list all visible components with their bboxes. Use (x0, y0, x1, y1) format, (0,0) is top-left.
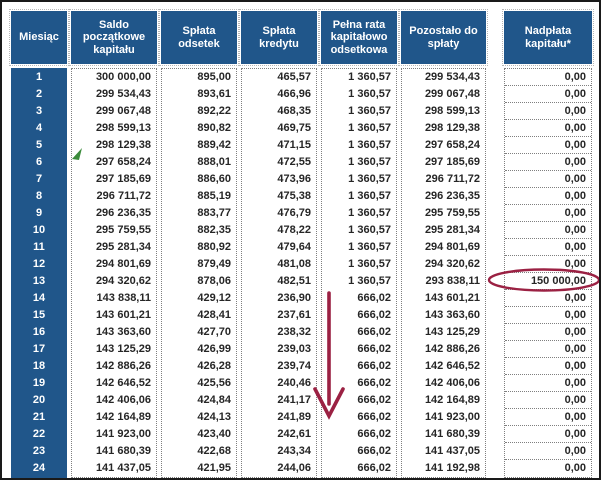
rata-cell[interactable]: 1 360,57 (348, 122, 391, 134)
pozostalo-cell[interactable]: 294 320,62 (424, 258, 480, 270)
row-number-cell[interactable]: 22 (32, 428, 46, 440)
kredyt-cell[interactable]: 472,55 (277, 156, 311, 168)
odsetki-cell[interactable]: 883,77 (197, 207, 231, 219)
row-number-cell[interactable]: 23 (32, 445, 46, 457)
saldo-cell[interactable]: 143 601,21 (95, 309, 151, 321)
pozostalo-cell[interactable]: 298 599,13 (424, 105, 480, 117)
odsetki-cell[interactable]: 885,19 (197, 190, 231, 202)
nadplata-cell[interactable]: 0,00 (505, 171, 591, 188)
odsetki-cell[interactable]: 423,40 (197, 428, 231, 440)
column-header-overpayment[interactable]: Nadpłata kapitału* (504, 11, 592, 64)
saldo-cell[interactable]: 142 406,06 (95, 394, 151, 406)
pozostalo-cell[interactable]: 142 164,89 (424, 394, 480, 406)
nadplata-cell[interactable]: 0,00 (505, 154, 591, 171)
pozostalo-cell[interactable]: 296 236,35 (424, 190, 480, 202)
row-number-cell[interactable]: 6 (35, 156, 43, 168)
row-number-cell[interactable]: 9 (35, 207, 43, 219)
nadplata-cell[interactable]: 0,00 (505, 375, 591, 392)
saldo-cell[interactable]: 142 646,52 (95, 377, 151, 389)
saldo-cell[interactable]: 295 281,34 (95, 241, 151, 253)
column-remaining-balance (401, 11, 486, 478)
kredyt-cell[interactable]: 239,03 (277, 343, 311, 355)
saldo-cell[interactable]: 299 067,48 (95, 105, 151, 117)
column-overpayment (504, 11, 592, 478)
kredyt-cell[interactable]: 476,79 (277, 207, 311, 219)
saldo-cell[interactable]: 141 680,39 (95, 445, 151, 457)
column-header-full-installment[interactable]: Pełna rata kapitałowo odsetkowa (321, 11, 397, 64)
opening-balance-column-body (71, 68, 157, 478)
saldo-cell[interactable]: 296 711,72 (96, 190, 151, 202)
rata-cell[interactable]: 666,02 (357, 462, 391, 474)
odsetki-cell[interactable]: 892,22 (197, 105, 231, 117)
rata-cell[interactable]: 1 360,57 (348, 190, 391, 202)
kredyt-cell[interactable]: 241,17 (277, 394, 311, 406)
column-full-installment (321, 11, 397, 478)
saldo-cell[interactable]: 298 599,13 (95, 122, 151, 134)
saldo-cell[interactable]: 296 236,35 (95, 207, 151, 219)
row-number-cell[interactable]: 7 (35, 173, 43, 185)
odsetki-cell[interactable]: 886,60 (197, 173, 231, 185)
pozostalo-cell[interactable]: 297 185,69 (424, 156, 480, 168)
pozostalo-cell[interactable]: 299 534,43 (424, 71, 480, 83)
row-number-cell[interactable]: 15 (32, 309, 46, 321)
rata-cell[interactable]: 1 360,57 (348, 258, 391, 270)
overpayment-column-body (504, 68, 592, 478)
odsetki-cell[interactable]: 427,70 (197, 326, 231, 338)
kredyt-cell[interactable]: 243,34 (277, 445, 311, 457)
nadplata-cell[interactable]: 0,00 (505, 307, 591, 324)
rata-cell[interactable]: 666,02 (357, 428, 391, 440)
full-installment-column-body (321, 68, 397, 478)
nadplata-cell[interactable]: 0,00 (505, 222, 591, 239)
row-number-cell[interactable]: 18 (32, 360, 46, 372)
nadplata-cell[interactable]: 0,00 (505, 205, 591, 222)
saldo-cell[interactable]: 295 759,55 (95, 224, 151, 236)
nadplata-cell[interactable]: 0,00 (505, 69, 591, 86)
odsetki-cell[interactable]: 878,06 (197, 275, 231, 287)
rata-cell[interactable]: 1 360,57 (348, 173, 391, 185)
pozostalo-cell[interactable]: 295 281,34 (424, 224, 480, 236)
nadplata-cell[interactable]: 0,00 (505, 443, 591, 460)
row-number-cell[interactable]: 20 (32, 394, 46, 406)
column-interest-payment (161, 11, 237, 478)
kredyt-cell[interactable]: 240,46 (277, 377, 311, 389)
kredyt-cell[interactable]: 241,89 (277, 411, 311, 423)
pozostalo-cell[interactable]: 296 711,72 (425, 173, 480, 185)
pozostalo-cell[interactable]: 294 801,69 (424, 241, 480, 253)
nadplata-cell[interactable]: 0,00 (505, 324, 591, 341)
odsetki-cell[interactable]: 880,92 (197, 241, 231, 253)
kredyt-cell[interactable]: 482,51 (277, 275, 311, 287)
pozostalo-cell[interactable]: 143 601,21 (424, 292, 480, 304)
pozostalo-cell[interactable]: 299 067,48 (424, 88, 480, 100)
row-number-cell[interactable]: 1 (35, 71, 43, 83)
saldo-cell[interactable]: 141 923,00 (95, 428, 151, 440)
pozostalo-cell[interactable]: 293 838,11 (425, 275, 480, 287)
nadplata-cell[interactable]: 0,00 (505, 188, 591, 205)
kredyt-cell[interactable]: 471,15 (277, 139, 311, 151)
saldo-cell[interactable]: 142 164,89 (95, 411, 151, 423)
row-number-cell[interactable]: 14 (32, 292, 46, 304)
row-number-cell[interactable]: 10 (32, 224, 46, 236)
principal-payment-column-body (241, 68, 317, 478)
rata-cell[interactable]: 1 360,57 (348, 105, 391, 117)
kredyt-cell[interactable]: 242,61 (277, 428, 311, 440)
row-number-cell[interactable]: 19 (32, 377, 46, 389)
pozostalo-cell[interactable]: 143 363,60 (424, 309, 480, 321)
saldo-cell[interactable]: 143 125,29 (95, 343, 151, 355)
nadplata-cell[interactable]: 0,00 (505, 426, 591, 443)
nadplata-cell[interactable]: 0,00 (505, 358, 591, 375)
kredyt-cell[interactable]: 465,57 (277, 71, 311, 83)
kredyt-cell[interactable]: 237,61 (277, 309, 311, 321)
odsetki-cell[interactable]: 893,61 (197, 88, 231, 100)
column-header-month[interactable]: Miesiąc (11, 11, 67, 64)
row-number-cell[interactable]: 24 (32, 462, 46, 474)
odsetki-cell[interactable]: 895,00 (197, 71, 231, 83)
saldo-cell[interactable]: 300 000,00 (95, 71, 151, 83)
kredyt-cell[interactable]: 473,96 (277, 173, 311, 185)
odsetki-cell[interactable]: 428,41 (197, 309, 231, 321)
rata-cell[interactable]: 1 360,57 (348, 224, 391, 236)
rata-cell[interactable]: 1 360,57 (348, 139, 391, 151)
kredyt-cell[interactable]: 466,96 (277, 88, 311, 100)
row-number-cell[interactable]: 21 (32, 411, 46, 423)
nadplata-cell[interactable]: 0,00 (505, 409, 591, 426)
interest-payment-column-body (161, 68, 237, 478)
month-column-body (11, 68, 67, 478)
row-number-cell[interactable]: 13 (32, 275, 46, 287)
kredyt-cell[interactable]: 475,38 (277, 190, 311, 202)
odsetki-cell[interactable]: 426,28 (197, 360, 231, 372)
column-header-remaining-balance[interactable]: Pozostało do spłaty (401, 11, 486, 64)
nadplata-cell[interactable]: 0,00 (505, 120, 591, 137)
kredyt-cell[interactable]: 239,74 (277, 360, 311, 372)
nadplata-cell[interactable]: 0,00 (564, 462, 586, 474)
nadplata-cell[interactable]: 0,00 (505, 290, 591, 307)
column-month (11, 11, 67, 478)
pozostalo-cell[interactable]: 143 125,29 (424, 326, 480, 338)
nadplata-cell[interactable]: 0,00 (505, 239, 591, 256)
kredyt-cell[interactable]: 481,08 (277, 258, 311, 270)
rata-cell[interactable]: 1 360,57 (348, 88, 391, 100)
column-principal-payment (241, 11, 317, 478)
rata-cell[interactable]: 666,02 (357, 343, 391, 355)
nadplata-cell[interactable]: 0,00 (505, 137, 591, 154)
kredyt-cell[interactable]: 469,75 (277, 122, 311, 134)
pozostalo-cell[interactable]: 141 923,00 (424, 411, 480, 423)
nadplata-cell[interactable]: 150 000,00 (505, 273, 591, 290)
nadplata-cell[interactable]: 0,00 (505, 256, 591, 273)
pozostalo-cell[interactable]: 142 886,26 (424, 343, 480, 355)
saldo-cell[interactable]: 142 886,26 (95, 360, 151, 372)
nadplata-cell[interactable]: 0,00 (505, 392, 591, 409)
saldo-cell[interactable]: 294 320,62 (95, 275, 151, 287)
kredyt-cell[interactable]: 238,32 (277, 326, 311, 338)
odsetki-cell[interactable]: 888,01 (197, 156, 231, 168)
pozostalo-cell[interactable]: 142 406,06 (424, 377, 480, 389)
nadplata-cell[interactable]: 0,00 (505, 86, 591, 103)
odsetki-cell[interactable]: 424,13 (197, 411, 231, 423)
rata-cell[interactable]: 1 360,57 (348, 241, 391, 253)
column-opening-balance (71, 11, 157, 478)
odsetki-cell[interactable]: 422,68 (197, 445, 231, 457)
rata-cell[interactable]: 666,02 (357, 377, 391, 389)
row-number-cell[interactable]: 2 (35, 88, 43, 100)
pozostalo-cell[interactable]: 141 192,98 (424, 462, 480, 474)
rata-cell[interactable]: 1 360,57 (348, 275, 391, 287)
rata-cell[interactable]: 666,02 (357, 326, 391, 338)
odsetki-cell[interactable]: 425,56 (197, 377, 231, 389)
odsetki-cell[interactable]: 889,42 (197, 139, 231, 151)
column-header-opening-balance[interactable]: Saldo początkowe kapitału (71, 11, 157, 64)
saldo-cell[interactable]: 299 534,43 (95, 88, 151, 100)
odsetki-cell[interactable]: 890,82 (197, 122, 231, 134)
column-header-principal-payment[interactable]: Spłata kredytu (241, 11, 317, 64)
row-number-cell[interactable]: 17 (32, 343, 46, 355)
amortization-table (11, 11, 592, 478)
rata-cell[interactable]: 666,02 (357, 309, 391, 321)
rata-cell[interactable]: 666,02 (357, 292, 391, 304)
row-number-cell[interactable]: 8 (35, 190, 43, 202)
saldo-cell[interactable]: 143 363,60 (95, 326, 151, 338)
row-number-cell[interactable]: 3 (35, 105, 43, 117)
odsetki-cell[interactable]: 421,95 (197, 462, 231, 474)
row-number-cell[interactable]: 12 (32, 258, 46, 270)
column-header-interest-payment[interactable]: Spłata odsetek (161, 11, 237, 64)
odsetki-cell[interactable]: 424,84 (197, 394, 231, 406)
rata-cell[interactable]: 666,02 (357, 445, 391, 457)
kredyt-cell[interactable]: 236,90 (277, 292, 311, 304)
odsetki-cell[interactable]: 882,35 (197, 224, 231, 236)
pozostalo-cell[interactable]: 141 680,39 (424, 428, 480, 440)
kredyt-cell[interactable]: 478,22 (277, 224, 311, 236)
kredyt-cell[interactable]: 468,35 (277, 105, 311, 117)
rata-cell[interactable]: 1 360,57 (348, 207, 391, 219)
saldo-cell[interactable]: 143 838,11 (96, 292, 151, 304)
row-number-cell[interactable]: 16 (32, 326, 46, 338)
nadplata-cell[interactable]: 0,00 (505, 341, 591, 358)
odsetki-cell[interactable]: 879,49 (197, 258, 231, 270)
rata-cell[interactable]: 1 360,57 (348, 156, 391, 168)
nadplata-cell[interactable]: 0,00 (505, 103, 591, 120)
saldo-cell[interactable]: 141 437,05 (95, 462, 151, 474)
pozostalo-cell[interactable]: 298 129,38 (424, 122, 480, 134)
saldo-cell[interactable]: 298 129,38 (95, 139, 151, 151)
rata-cell[interactable]: 666,02 (357, 411, 391, 423)
remaining-balance-column-body (401, 68, 486, 478)
saldo-cell[interactable]: 294 801,69 (95, 258, 151, 270)
row-number-cell[interactable]: 4 (35, 122, 43, 134)
rata-cell[interactable]: 666,02 (357, 360, 391, 372)
rata-cell[interactable]: 1 360,57 (348, 71, 391, 83)
kredyt-cell[interactable]: 479,64 (277, 241, 311, 253)
odsetki-cell[interactable]: 426,99 (197, 343, 231, 355)
pozostalo-cell[interactable]: 141 437,05 (424, 445, 480, 457)
saldo-cell[interactable]: 297 185,69 (95, 173, 151, 185)
rata-cell[interactable]: 666,02 (357, 394, 391, 406)
pozostalo-cell[interactable]: 142 646,52 (424, 360, 480, 372)
saldo-cell[interactable]: 297 658,24 (95, 156, 151, 168)
row-number-cell[interactable]: 11 (33, 241, 45, 253)
row-number-cell[interactable]: 5 (35, 139, 43, 151)
pozostalo-cell[interactable]: 297 658,24 (424, 139, 480, 151)
odsetki-cell[interactable]: 429,12 (197, 292, 231, 304)
pozostalo-cell[interactable]: 295 759,55 (424, 207, 480, 219)
kredyt-cell[interactable]: 244,06 (277, 462, 311, 474)
